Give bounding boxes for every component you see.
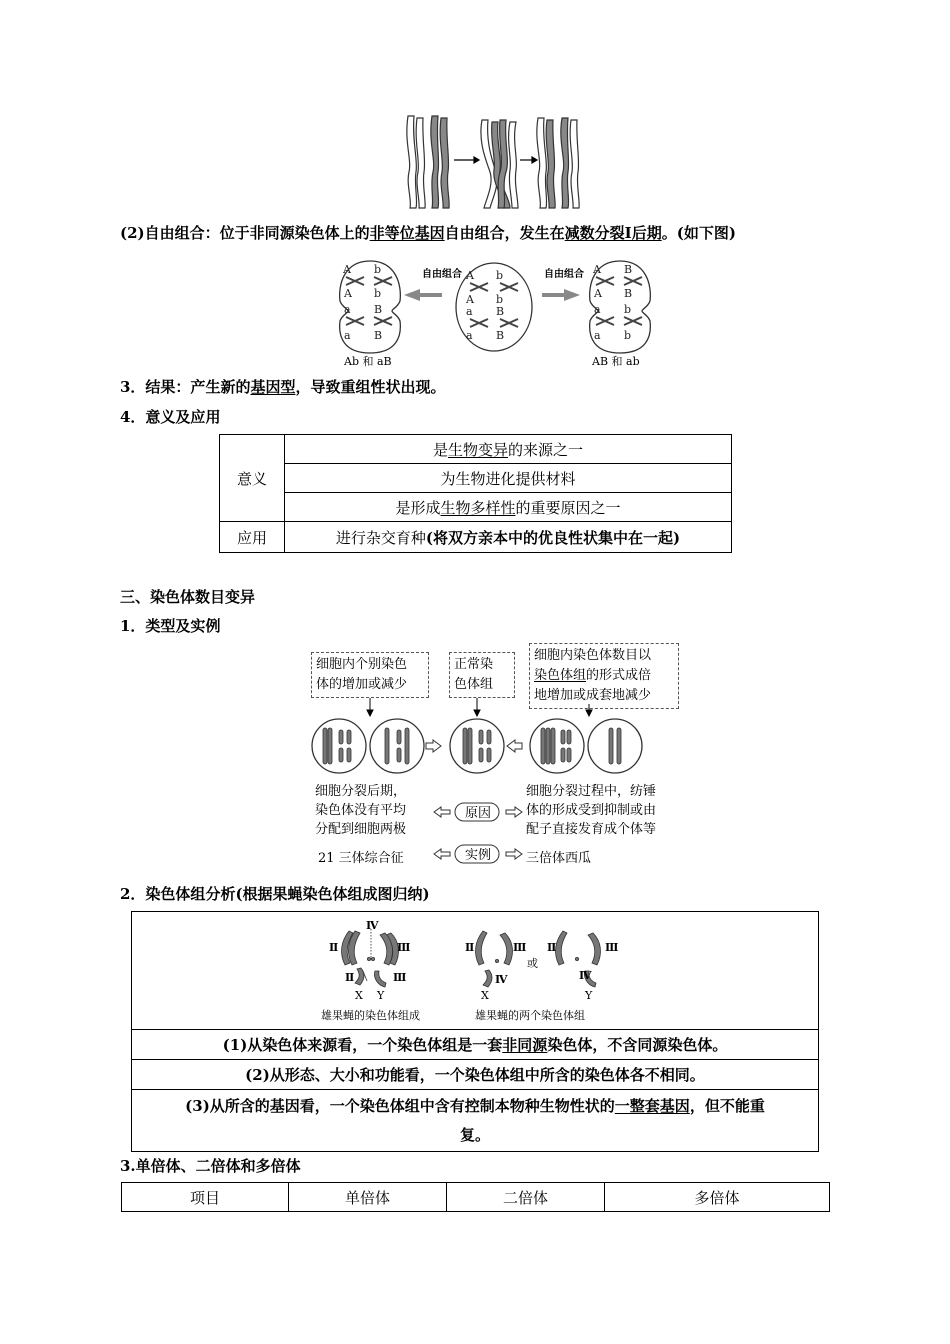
cell-text: 的来源之一 [508, 440, 584, 459]
table-cell [285, 522, 732, 553]
cause-connector [432, 802, 524, 822]
ploidy-heading: 3.单倍体、二倍体和多倍体 [120, 1157, 301, 1175]
hollow-arrow-right-icon [507, 740, 522, 752]
cause-line: 细胞分裂过程中，纺锤 [526, 784, 657, 799]
table-header: 多倍体 [605, 1183, 830, 1212]
box-normal-set [449, 652, 515, 698]
cell-text: ，但不能重 [689, 1096, 765, 1115]
crossing-over-figure [400, 112, 585, 210]
allele-label: A [466, 269, 474, 282]
allele-label: b [496, 293, 504, 306]
cause-line: 分配到细胞两极 [315, 822, 407, 837]
box-text: 正常染 [454, 657, 494, 672]
figure-caption-left: 雄果蝇的染色体组成 [321, 1008, 420, 1022]
box-text: 细胞内染色体数目以 [534, 648, 652, 663]
sex-chromosome-label: X [355, 988, 363, 1002]
cell-note: (将双方亲本中的优良性状集中在一起) [425, 528, 681, 547]
hollow-arrow-right-icon [506, 807, 522, 817]
analysis-row-3 [132, 1090, 819, 1152]
free-combination-text: 自由组合，发生在 [444, 224, 565, 242]
allele-label: A [466, 293, 474, 306]
chromosome-label: Ⅱ [329, 940, 339, 954]
cause-label: 原因 [465, 806, 492, 821]
chromosome-label: Ⅳ [579, 968, 592, 982]
cell-outline [450, 719, 504, 773]
cause-left-text [315, 782, 406, 839]
fruit-fly-figure-cell [132, 912, 819, 1030]
analysis-row-2: (2)从形态、大小和功能看，一个染色体组中所含的染色体各不相同。 [132, 1060, 819, 1090]
sex-chromosome-label: Y [377, 988, 385, 1002]
chromosome-label: Ⅱ [345, 970, 355, 984]
gamete-result-left: Ab 和 aB [344, 355, 392, 367]
chromosome-label: Ⅲ [513, 940, 527, 954]
section-heading: 三、染色体数目变异 [120, 588, 256, 606]
underlined-term: 染色体组 [534, 668, 587, 683]
example-left: 21 三体综合征 [318, 851, 404, 866]
chromosome-label: Ⅲ [605, 940, 619, 954]
result-text: ，导致重组性状出现。 [295, 378, 446, 396]
free-combination-note: (如下图) [676, 224, 736, 242]
free-combination-figure [330, 255, 660, 367]
cell-text: (1)从染色体来源看，一个染色体组是一套 [222, 1036, 503, 1054]
allele-label: A [594, 287, 602, 300]
arrow-right-icon [542, 289, 580, 301]
underlined-term: 一整套基因 [614, 1096, 690, 1115]
cell-outline [370, 719, 424, 773]
table-cell [285, 493, 732, 522]
allele-label: b [496, 269, 504, 282]
cell-text: 的重要原因之一 [515, 498, 621, 517]
cell-text: (3)从所含的基因看，一个染色体组中含有控制本物种生物性状的 [185, 1096, 615, 1115]
cause-line: 配子直接发育成个体等 [526, 822, 657, 837]
hollow-arrow-left-icon [434, 849, 450, 859]
cell-outline [588, 719, 642, 773]
ploidy-table [121, 1182, 830, 1212]
allele-label: B [496, 305, 505, 318]
significance-heading: 4．意义及应用 [120, 408, 221, 426]
chromosome-label: Ⅱ [547, 940, 557, 954]
box-text: 的形式成倍 [586, 668, 652, 683]
free-combination-text: (2)自由组合：位于非同源染色体上的 [120, 224, 370, 242]
hollow-arrow-left-icon [434, 807, 450, 817]
table-label-application: 应用 [220, 522, 285, 553]
example-connector [432, 844, 524, 864]
allele-label: B [624, 263, 633, 276]
result-line [120, 376, 445, 397]
hollow-arrow-left-icon [426, 740, 441, 752]
table-cell [285, 435, 732, 464]
cell-outline [312, 719, 366, 773]
cell-text: 进行杂交育种 [335, 528, 426, 547]
allele-label: a [466, 305, 473, 318]
gamete-result-right: AB 和 ab [592, 355, 640, 367]
analysis-table [131, 911, 819, 1152]
underlined-term: 非同源 [502, 1036, 548, 1054]
sex-chromosome-label: X [481, 988, 489, 1002]
underlined-term: 生物多样性 [440, 498, 516, 517]
chromosome-label: Ⅱ [465, 940, 475, 954]
allele-label: b [374, 287, 382, 300]
allele-label: a [344, 329, 351, 342]
fruit-fly-figure [315, 917, 635, 1025]
allele-label: A [593, 263, 601, 276]
arrow-label: 自由组合 [422, 269, 462, 280]
hollow-arrow-right-icon [506, 849, 522, 859]
table-label-meaning: 意义 [220, 435, 285, 522]
types-heading: 1．类型及实例 [120, 617, 221, 635]
cell-outline [530, 719, 584, 773]
allele-label: B [496, 329, 505, 342]
allele-label: b [374, 263, 382, 276]
allele-label: a [594, 329, 601, 342]
table-header: 项目 [122, 1183, 289, 1212]
cause-line: 染色体没有平均 [315, 803, 407, 818]
table-header: 二倍体 [447, 1183, 605, 1212]
allele-label: B [624, 287, 633, 300]
example-label: 实例 [465, 848, 492, 863]
underlined-term: 基因型 [250, 378, 296, 396]
table-header: 单倍体 [289, 1183, 447, 1212]
chromosome-label: Ⅳ [366, 918, 379, 932]
underlined-term: 非等位基因 [369, 224, 445, 242]
analysis-heading-text: 2．染色体组分析 [120, 885, 236, 903]
example-right: 三倍体西瓜 [526, 851, 592, 866]
analysis-row-1 [132, 1030, 819, 1060]
allele-label: a [344, 303, 351, 316]
significance-table [219, 434, 732, 553]
figure-caption-right: 雄果蝇的两个染色体组 [475, 1008, 585, 1022]
cells-figure [305, 696, 665, 778]
result-text: 3．结果：产生新的 [120, 378, 251, 396]
sex-chromosome-label: Y [585, 988, 593, 1002]
or-label: 或 [527, 956, 538, 970]
analysis-heading-note: (根据果蝇染色体组成图归纳) [235, 885, 430, 903]
chromosome-label: Ⅲ [393, 970, 407, 984]
cell-text: 是形成 [395, 498, 441, 517]
cause-line: 细胞分裂后期， [315, 784, 407, 799]
box-text: 体的增加或减少 [316, 677, 408, 692]
allele-label: A [344, 287, 352, 300]
analysis-heading [120, 883, 430, 904]
box-text: 地增加或成套地减少 [534, 688, 652, 703]
table-cell: 为生物进化提供材料 [285, 464, 732, 493]
box-text: 色体组 [454, 677, 494, 692]
allele-label: b [624, 303, 632, 316]
allele-label: A [343, 263, 351, 276]
underlined-term: 减数分裂Ⅰ后期 [564, 224, 662, 242]
box-individual-change [311, 652, 429, 698]
allele-label: a [466, 329, 473, 342]
box-text: 细胞内个别染色 [316, 657, 408, 672]
cell-text: 染色体，不含同源染色体。 [547, 1036, 728, 1054]
allele-label: b [624, 329, 632, 342]
cell-text: 复。 [459, 1125, 490, 1144]
cell-text: 是 [432, 440, 448, 459]
free-combination-line [120, 222, 736, 243]
chromosome-label: Ⅲ [397, 940, 411, 954]
arrow-label: 自由组合 [544, 269, 584, 280]
allele-label: B [374, 329, 383, 342]
chromosome-label: Ⅳ [495, 972, 508, 986]
free-combination-text: 。 [661, 224, 677, 242]
underlined-term: 生物变异 [447, 440, 508, 459]
cause-right-text [526, 782, 656, 839]
allele-label: B [374, 303, 383, 316]
allele-label: a [594, 303, 601, 316]
cause-line: 体的形成受到抑制或由 [526, 803, 657, 818]
arrow-left-icon [404, 289, 442, 301]
